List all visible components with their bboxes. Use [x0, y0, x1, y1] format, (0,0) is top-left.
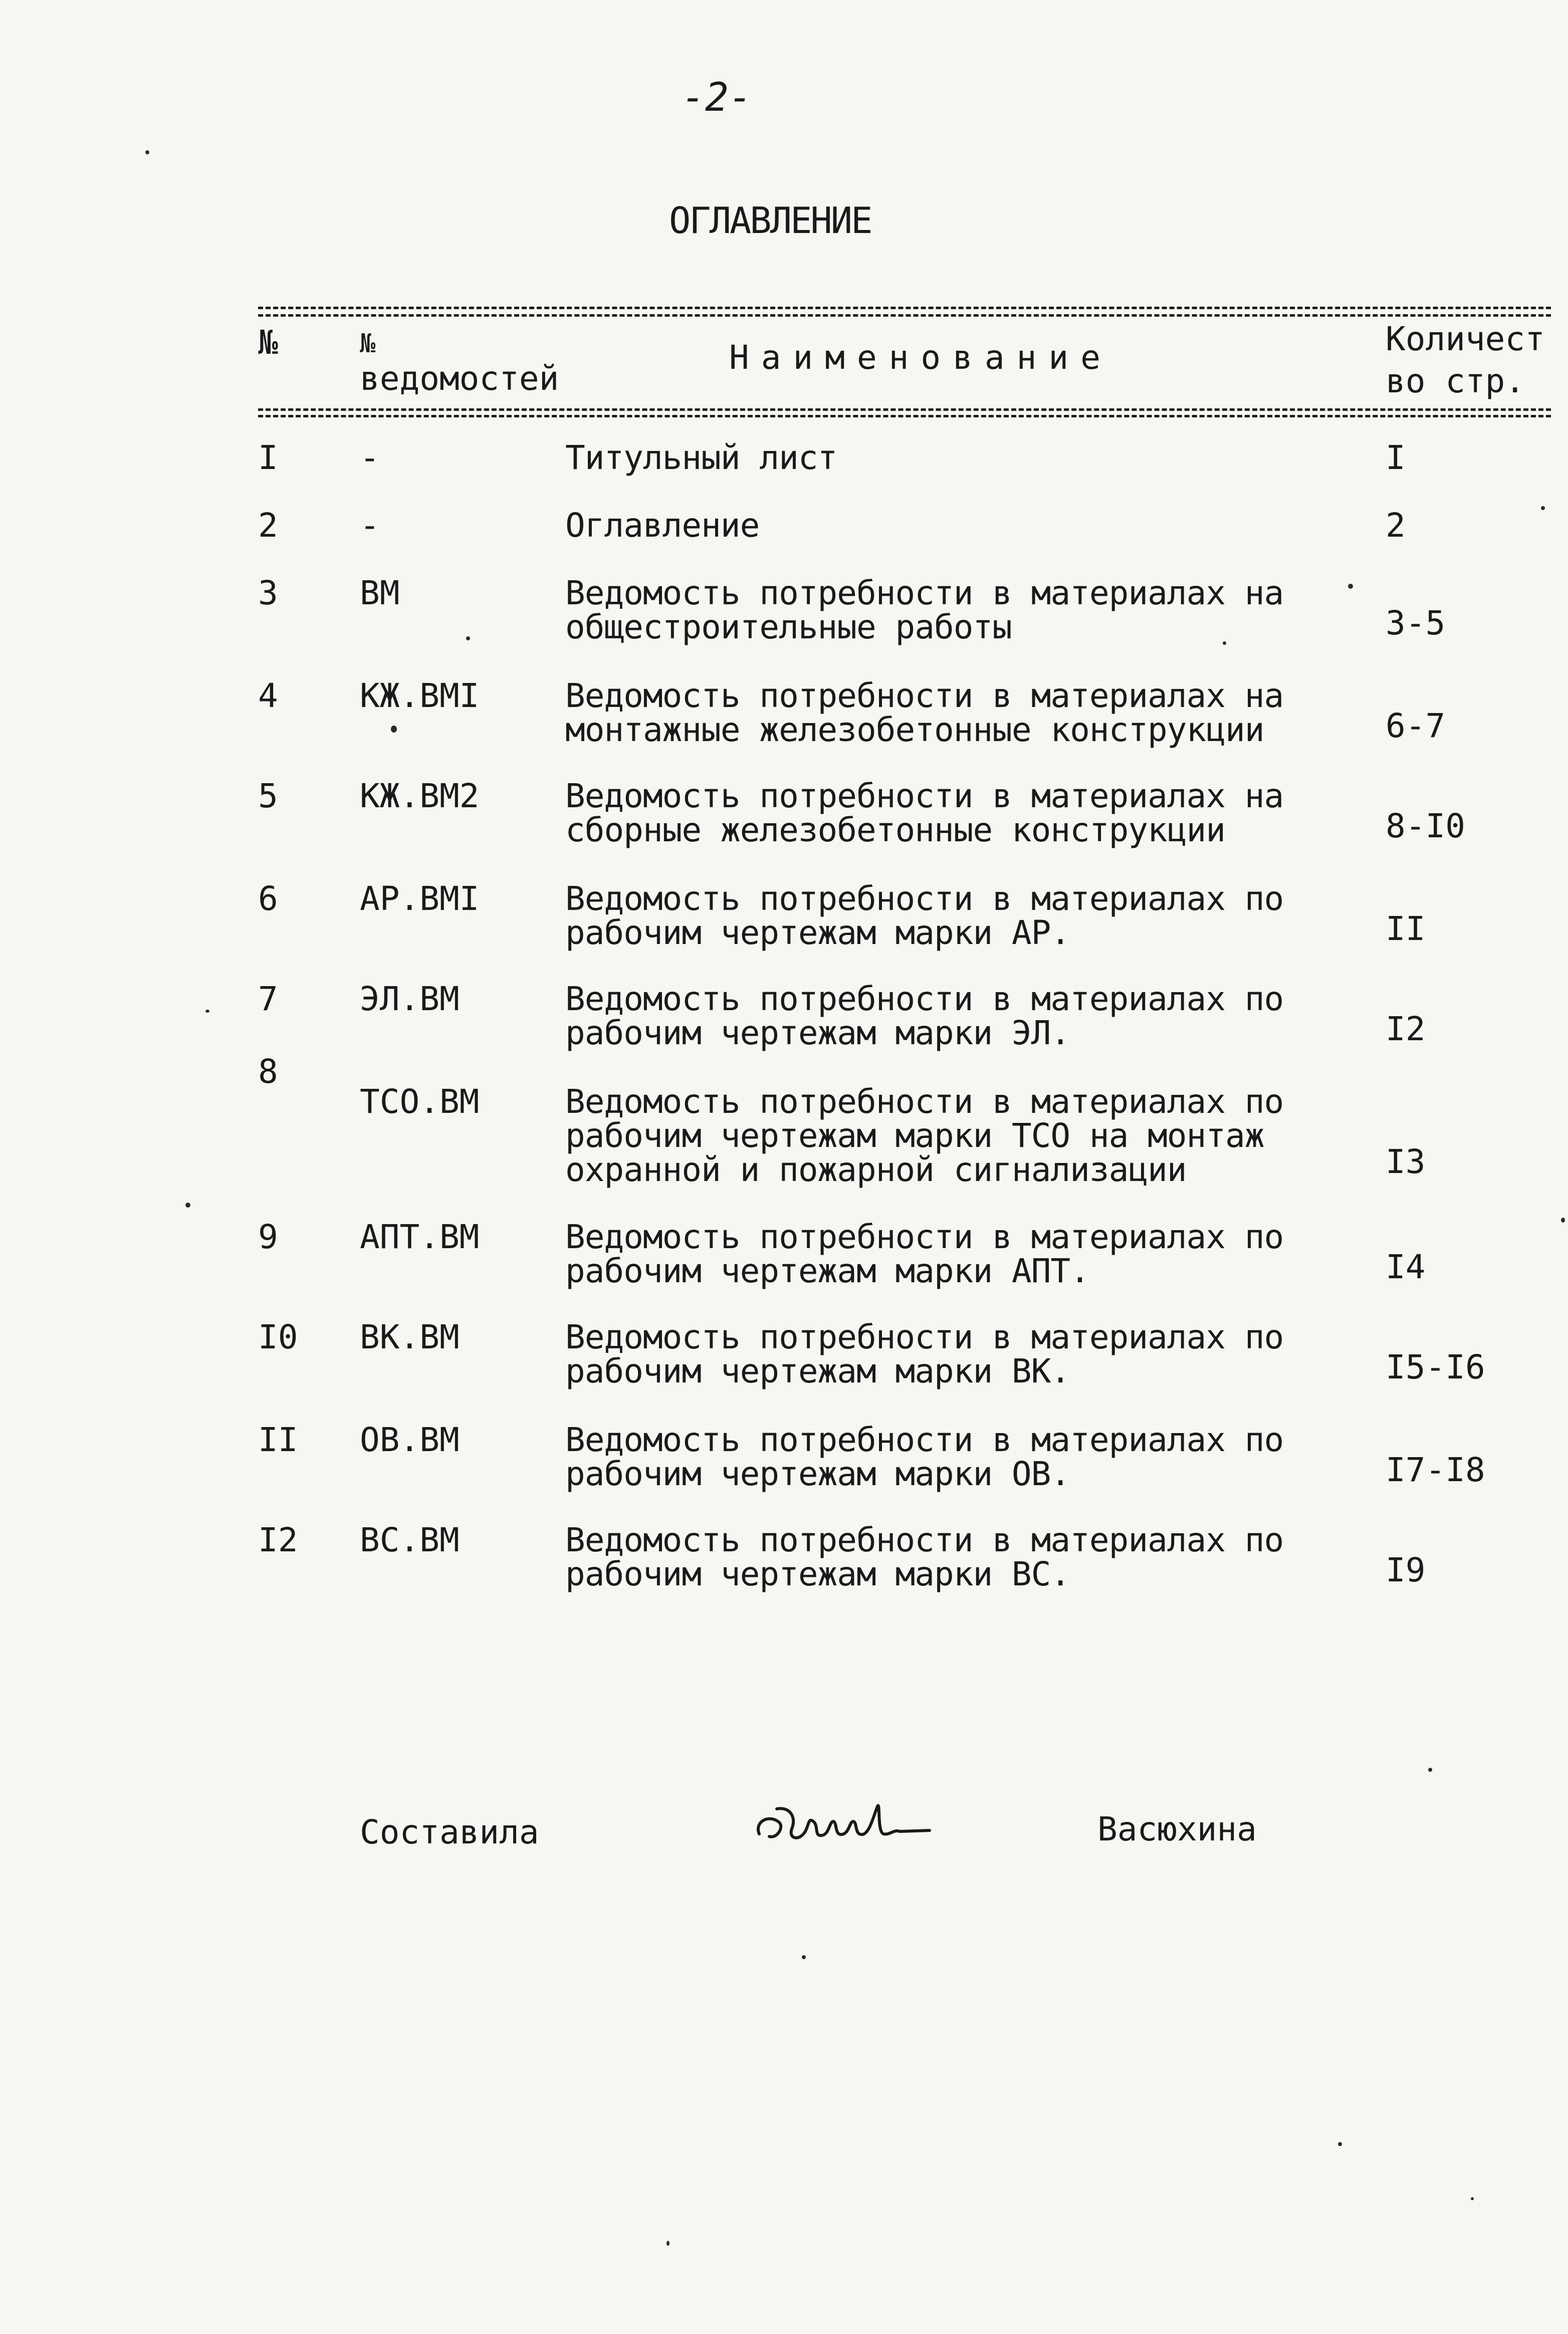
row-number: I — [258, 438, 278, 477]
row-name — [565, 576, 1337, 644]
row-name-line: монтажные железобетонные конструкции — [565, 711, 1264, 749]
row-name — [565, 438, 1337, 477]
row-name-line: Оглавление — [565, 506, 760, 545]
row-statement-code: ВК.ВМ — [360, 1318, 460, 1356]
row-statement-code: - — [360, 506, 380, 545]
row-pages: 2 — [1386, 506, 1406, 545]
row-pages: 8-I0 — [1386, 807, 1465, 845]
row-name-line: Ведомость потребности в материалах по — [565, 980, 1284, 1018]
scan-speck — [1541, 506, 1545, 510]
scan-speck — [185, 1203, 190, 1208]
row-name — [565, 676, 1337, 749]
row-name — [565, 982, 1337, 1050]
row-statement-code: - — [360, 438, 380, 477]
row-name — [565, 1523, 1337, 1591]
row-statement-code: ОВ.ВМ — [360, 1421, 460, 1459]
row-pages: I2 — [1386, 1010, 1426, 1048]
row-statement-code: АР.ВМI — [360, 879, 480, 918]
row-pages: I — [1386, 438, 1406, 477]
scan-speck — [1223, 641, 1226, 645]
row-name-line: рабочим чертежам марки ЭЛ. — [565, 1014, 1070, 1052]
row-name-line: рабочим чертежам марки ОВ. — [565, 1455, 1070, 1493]
row-number: 6 — [258, 879, 278, 918]
row-statement-code: КЖ.ВМI — [360, 676, 480, 715]
row-name-line: Ведомость потребности в материалах по — [565, 1318, 1284, 1356]
header-pages — [1386, 318, 1545, 402]
row-name — [565, 506, 1337, 545]
scan-speck — [1348, 584, 1353, 589]
scan-speck — [1338, 2142, 1342, 2146]
document-title: ОГЛАВЛЕНИЕ — [669, 199, 871, 242]
row-number: 5 — [258, 777, 278, 815]
row-name — [565, 1320, 1337, 1388]
row-name-line: рабочим чертежам марки ВС. — [565, 1555, 1070, 1593]
row-pages: I4 — [1386, 1248, 1426, 1286]
row-number: 7 — [258, 980, 278, 1018]
table-top-rule-2 — [258, 314, 1551, 317]
header-statement-label: ведомостей — [360, 359, 559, 398]
row-statement-code: ВМ — [360, 574, 400, 612]
row-number: 9 — [258, 1218, 278, 1256]
row-pages: I3 — [1386, 1142, 1426, 1181]
row-pages: II — [1386, 909, 1426, 948]
row-name-line: Титульный лист — [565, 438, 837, 477]
row-statement-code: ВС.ВМ — [360, 1521, 460, 1559]
scan-speck — [205, 1010, 209, 1013]
row-name-line: Ведомость потребности в материалах по — [565, 1421, 1284, 1459]
scan-speck — [466, 636, 470, 640]
scan-speck — [1428, 1768, 1432, 1772]
row-name-line: Ведомость потребности в материалах на — [565, 777, 1284, 815]
scan-speck — [145, 150, 149, 154]
row-pages: I5-I6 — [1386, 1348, 1485, 1386]
compiler-name: Васюхина — [1097, 1810, 1257, 1848]
compiled-label: Составила — [360, 1813, 539, 1851]
row-statement-code: ЭЛ.ВМ — [360, 980, 460, 1018]
row-pages: I7-I8 — [1386, 1451, 1485, 1489]
row-statement-code: КЖ.ВМ2 — [360, 777, 480, 815]
header-pages-line1: Количест — [1386, 320, 1545, 358]
row-statement-code: ТСО.ВМ — [360, 1082, 480, 1121]
row-pages: I9 — [1386, 1551, 1426, 1589]
header-statement-mark: № — [360, 329, 376, 359]
row-name-line: общестроительные работы — [565, 608, 1012, 646]
scan-speck — [802, 1955, 806, 1959]
header-name: Наименование — [729, 338, 1112, 377]
row-name — [565, 1082, 1337, 1189]
row-name-line: рабочим чертежам марки АПТ. — [565, 1252, 1089, 1290]
row-name-line: Ведомость потребности в материалах на — [565, 574, 1284, 612]
row-name-line: Ведомость потребности в материалах по — [565, 1521, 1284, 1559]
table-header-rule — [258, 408, 1551, 411]
row-statement-code: АПТ.ВМ — [360, 1218, 480, 1256]
row-pages: 6-7 — [1386, 707, 1446, 745]
row-name — [565, 1220, 1337, 1288]
row-name-line: охранной и пожарной сигнализации — [565, 1150, 1187, 1189]
scan-speck — [1561, 1218, 1565, 1223]
table-header-rule-2 — [258, 415, 1551, 417]
scan-speck — [391, 726, 397, 733]
row-name — [565, 779, 1337, 847]
scan-speck — [1471, 2197, 1474, 2200]
row-name — [565, 879, 1337, 952]
signature — [749, 1786, 965, 1861]
row-number: II — [258, 1421, 298, 1459]
row-number: 4 — [258, 676, 278, 715]
row-name-line: Ведомость потребности в материалах по — [565, 1082, 1284, 1121]
row-name-line: сборные железобетонные конструкции — [565, 811, 1226, 849]
scan-speck — [666, 2241, 669, 2246]
table-top-rule — [258, 307, 1551, 309]
row-number: 8 — [258, 1052, 278, 1091]
row-name — [565, 1423, 1337, 1491]
row-name-line: Ведомость потребности в материалах по — [565, 879, 1284, 918]
row-pages: 3-5 — [1386, 604, 1446, 642]
row-number: I2 — [258, 1521, 298, 1559]
row-name-line: Ведомость потребности в материалах по — [565, 1218, 1284, 1256]
row-name-line: рабочим чертежам марки АР. — [565, 913, 1070, 952]
row-number: I0 — [258, 1318, 298, 1356]
row-name-line: Ведомость потребности в материалах на — [565, 676, 1284, 715]
row-name-line: рабочим чертежам марки ВК. — [565, 1352, 1070, 1390]
header-pages-line2: во стр. — [1386, 362, 1525, 400]
row-number: 2 — [258, 506, 278, 545]
page-number: -2- — [682, 75, 752, 120]
header-number: № — [258, 323, 278, 362]
row-name-line: рабочим чертежам марки ТСО на монтаж — [565, 1116, 1264, 1155]
row-number: 3 — [258, 574, 278, 612]
header-statement — [360, 331, 559, 401]
